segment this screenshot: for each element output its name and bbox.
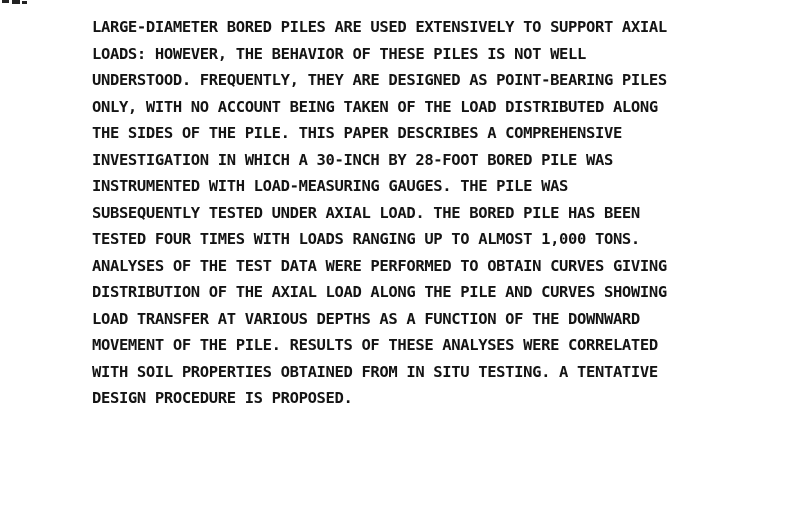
abstract-line-5: THE SIDES OF THE PILE. THIS PAPER DESCRIBES A COMPREHENSIVE: [92, 124, 622, 142]
abstract-line-4: ONLY, WITH NO ACCOUNT BEING TAKEN OF THE LOAD DISTRIBUTED ALONG: [92, 97, 658, 116]
abstract-line-6: INVESTIGATION IN WHICH A 30-INCH BY 28-FOOT BORED PILE WAS: [92, 150, 613, 169]
abstract-text: [92, 14, 792, 412]
abstract-line-12: LOAD TRANSFER AT VARIOUS DEPTHS AS A FUNCTION OF THE DOWNWARD: [92, 309, 640, 328]
abstract-line-1: LARGE-DIAMETER BORED PILES ARE USED EXTENSIVELY TO SUPPORT AXIAL: [92, 18, 667, 36]
cropped-mark: [0, 0, 30, 20]
abstract-line-11: DISTRIBUTION OF THE AXIAL LOAD ALONG THE PILE AND CURVES SHOWING: [92, 283, 667, 301]
abstract-line-2: LOADS: HOWEVER, THE BEHAVIOR OF THESE PILES IS NOT WELL: [92, 44, 586, 63]
abstract-line-13: MOVEMENT OF THE PILE. RESULTS OF THESE ANALYSES WERE CORRELATED: [92, 336, 658, 354]
abstract-line-10: ANALYSES OF THE TEST DATA WERE PERFORMED TO OBTAIN CURVES GIVING: [92, 256, 667, 275]
abstract-line-8: SUBSEQUENTLY TESTED UNDER AXIAL LOAD. THE BORED PILE HAS BEEN: [92, 203, 640, 222]
abstract-line-14: WITH SOIL PROPERTIES OBTAINED FROM IN SITU TESTING. A TENTATIVE: [92, 362, 658, 381]
abstract-line-9: TESTED FOUR TIMES WITH LOADS RANGING UP TO ALMOST 1,000 TONS.: [92, 230, 640, 248]
abstract-line-7: INSTRUMENTED WITH LOAD-MEASURING GAUGES. THE PILE WAS: [92, 177, 569, 195]
abstract-line-15: DESIGN PROCEDURE IS PROPOSED.: [92, 389, 353, 407]
abstract-line-3: UNDERSTOOD. FREQUENTLY, THEY ARE DESIGNED AS POINT-BEARING PILES: [92, 71, 667, 89]
